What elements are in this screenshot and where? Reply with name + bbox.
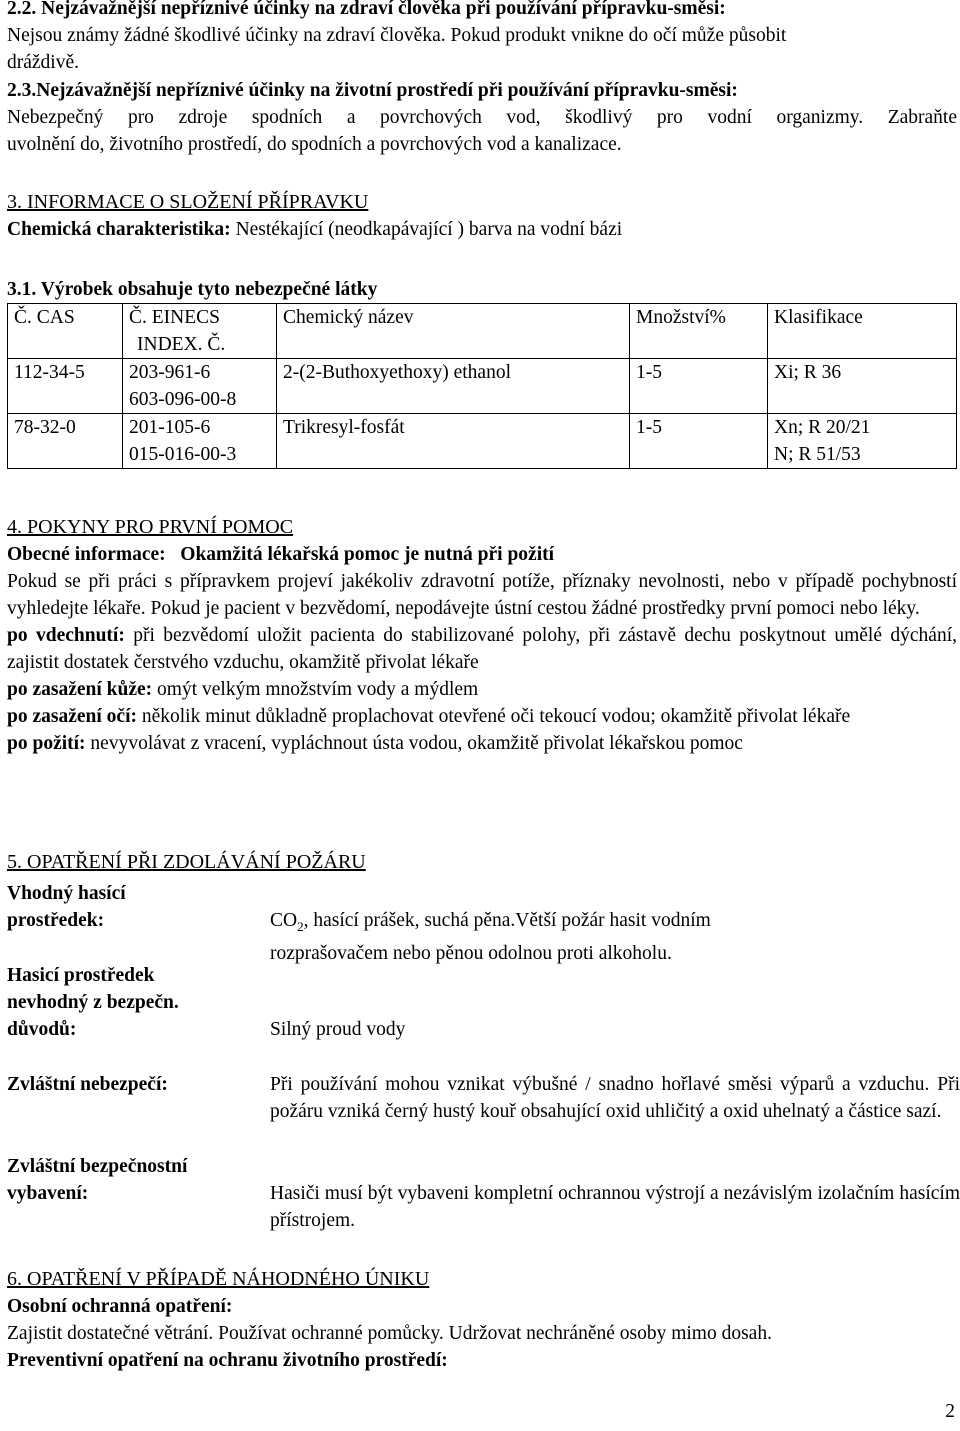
fire-hazard-value: Při používání mohou vznikat výbušné / snadno hořlavé směsi výparů a vzduchu. Při požáru vzniká černý hustý kouř obsahující oxid uhličitý a oxid uhelnatý a částice sazí. xyxy=(270,1074,960,1122)
first-aid-inhalation xyxy=(7,622,957,676)
general-info-label: Obecné informace: xyxy=(7,544,166,565)
section-4 xyxy=(7,514,957,757)
environment-protection-label: Preventivní opatření na ochranu životního prostředí: xyxy=(7,1350,448,1371)
cell-cas: 112-34-5 xyxy=(8,359,123,414)
cell-cas: 78-32-0 xyxy=(8,414,123,469)
section-2-2-text-1: Nejsou známy žádné škodlivé účinky na zdraví člověka. Pokud produkt vnikne do očí může působit xyxy=(7,25,787,46)
table-row xyxy=(8,359,957,414)
section-2-3-text-1: Nebezpečný pro zdroje spodních a povrchových vod, škodlivý pro vodní organizmy. Zabraňte xyxy=(7,107,957,128)
cell-classification: Xn; R 20/21 N; R 51/53 xyxy=(768,414,957,469)
ingestion-label: po požití: xyxy=(7,733,86,754)
fire-equipment-value: Hasiči musí být vybaveni kompletní ochrannou výstrojí a nezávislým izolačním hasícím přístrojem. xyxy=(270,1183,960,1231)
general-info xyxy=(7,541,957,568)
cell-name: 2-(2-Buthoxyethoxy) ethanol xyxy=(277,359,630,414)
general-info-value: Okamžitá lékařská pomoc je nutná při požití xyxy=(180,544,555,565)
header-amount: Množství% xyxy=(630,304,768,359)
cell-einecs: 201-105-6 015-016-00-3 xyxy=(123,414,277,469)
section-2-2-title: 2.2. Nejzávažnější nepříznivé účinky na zdraví člověka při používání přípravku-směsi: xyxy=(7,0,726,19)
header-einecs: Č. EINECS INDEX. Č. xyxy=(123,304,277,359)
fire-unsuitable-label: Hasicí prostředek nevhodný z bezpečn. důvodů: xyxy=(7,965,179,1040)
cell-einecs: 203-961-6 603-096-00-8 xyxy=(123,359,277,414)
section-6 xyxy=(7,1266,772,1374)
cell-name: Trikresyl-fosfát xyxy=(277,414,630,469)
section-6-title: 6. OPATŘENÍ V PŘÍPADĚ NÁHODNÉHO ÚNIKU xyxy=(7,1268,430,1290)
fire-suitable-label: Vhodný hasící prostředek: xyxy=(7,883,126,931)
fire-hazard-label: Zvláštní nebezpečí: xyxy=(7,1074,168,1095)
section-2-3 xyxy=(7,77,957,158)
section-2-3-text-2: uvolnění do, životního prostředí, do spodních a povrchových vod a kanalizace. xyxy=(7,134,622,155)
personal-protection-text: Zajistit dostatečné větrání. Používat ochranné pomůcky. Udržovat nechráněné osoby mimo dosah. xyxy=(7,1323,772,1344)
skin-label: po zasažení kůže: xyxy=(7,679,153,700)
section-2-2-text-2: dráždivě. xyxy=(7,52,80,73)
fire-suitable-value: $CO_2$, hasící prášek, suchá pěna.Větší požár hasit vodním rozprašovačem nebo pěnou odolnou proti alkoholu. xyxy=(270,910,711,964)
skin-text: omýt velkým množstvím vody a mýdlem xyxy=(152,679,479,700)
fire-equipment-label: Zvláštní bezpečnostní vybavení: xyxy=(7,1156,188,1204)
header-cas: Č. CAS xyxy=(8,304,123,359)
chemical-characteristic xyxy=(7,216,622,243)
section-3-title: 3. INFORMACE O SLOŽENÍ PŘÍPRAVKU xyxy=(7,191,369,213)
fire-unsuitable-value: Silný proud vody xyxy=(270,1019,406,1040)
section-5-title: 5. OPATŘENÍ PŘI ZDOLÁVÁNÍ POŽÁRU xyxy=(7,851,366,873)
chemical-characteristic-label: Chemická charakteristika: xyxy=(7,219,231,240)
section-2-3-title: 2.3.Nejzávažnější nepříznivé účinky na životní prostředí při používání přípravku-směsi: xyxy=(7,80,738,101)
composition-table xyxy=(7,303,957,469)
cell-classification: Xi; R 36 xyxy=(768,359,957,414)
ingestion-text: nevyvolávat z vracení, vypláchnout ústa vodou, okamžitě přivolat lékařskou pomoc xyxy=(85,733,743,754)
section-4-title: 4. POKYNY PRO PRVNÍ POMOC xyxy=(7,516,294,538)
header-classification: Klasifikace xyxy=(768,304,957,359)
general-info-text: Pokud se při práci s přípravkem projeví jakékoliv zdravotní potíže, příznaky nevolnosti, nebo v případě pochybností vyhledejte lékaře. Pokud je pacient v bezvědomí, nepodávejte ústní cestou žádné prostředky první pomoci nebo léky. xyxy=(7,571,957,619)
table-row xyxy=(8,414,957,469)
section-3-1-title: 3.1. Výrobek obsahuje tyto nebezpečné látky xyxy=(7,279,378,300)
cell-amount: 1-5 xyxy=(630,414,768,469)
section-2-2 xyxy=(7,0,786,76)
chemical-characteristic-value: Nestékající (neodkapávající ) barva na vodní bázi xyxy=(230,219,623,240)
section-3 xyxy=(7,189,622,243)
cell-amount: 1-5 xyxy=(630,359,768,414)
personal-protection-label: Osobní ochranná opatření: xyxy=(7,1296,233,1317)
eyes-text: několik minut důkladně proplachovat otevřené oči tekoucí vodou; okamžitě přivolat lékaře xyxy=(136,706,851,727)
first-aid-eyes xyxy=(7,703,907,730)
table-header-row xyxy=(8,304,957,359)
inhalation-label: po vdechnutí: xyxy=(7,625,125,646)
inhalation-text: při bezvědomí uložit pacienta do stabilizované polohy, při zástavě dechu poskytnout umělé dýchání, zajistit dostatek čerstvého vzduchu, okamžitě přivolat lékaře xyxy=(7,625,957,673)
header-name: Chemický název xyxy=(277,304,630,359)
first-aid-ingestion xyxy=(7,730,957,757)
first-aid-skin xyxy=(7,676,957,703)
page-number: 2 xyxy=(945,1401,955,1422)
eyes-label: po zasažení očí: xyxy=(7,706,137,727)
